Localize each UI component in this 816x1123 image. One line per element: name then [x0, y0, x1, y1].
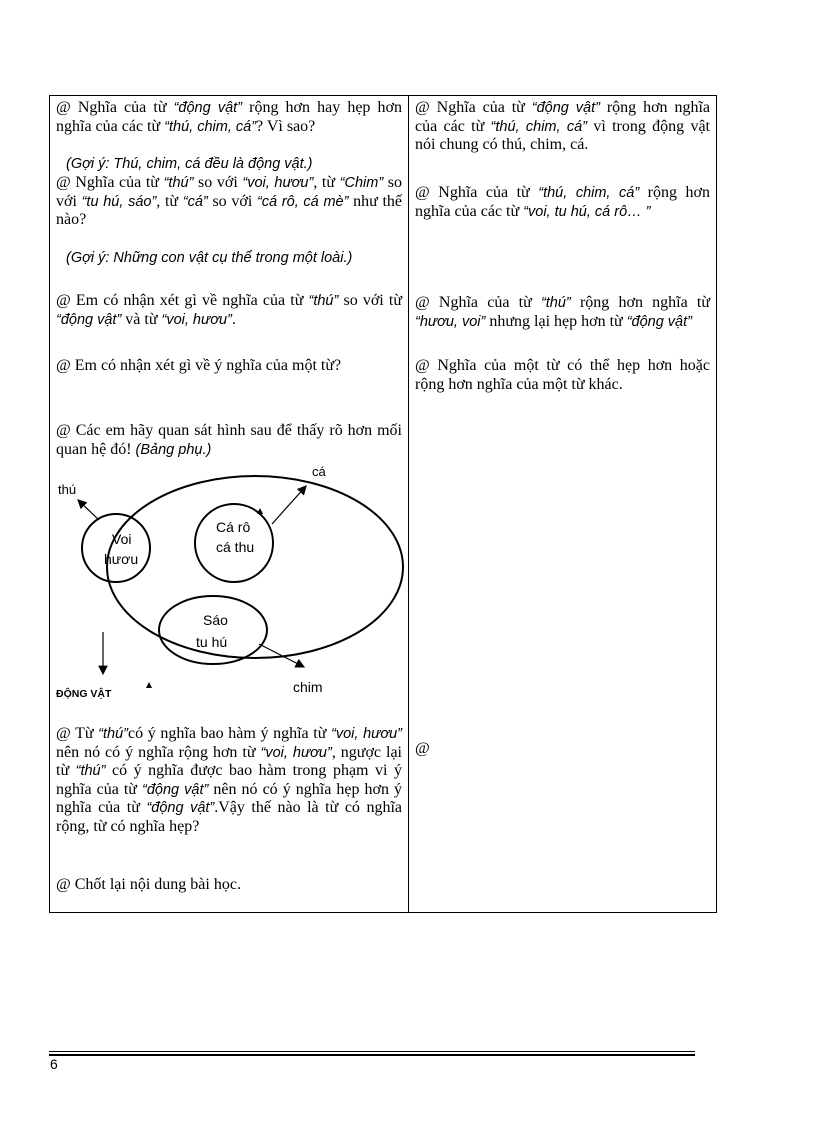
- left-hint-2: (Gợi ý: Những con vật cụ thể trong một loài.): [66, 250, 353, 266]
- right-answer-5: @: [415, 740, 430, 757]
- circle-3-line-2: tu hú: [196, 634, 228, 650]
- venn-diagram: [50, 464, 408, 704]
- left-hint-1: (Gợi ý: Thú, chim, cá đều là động vật.): [66, 156, 313, 172]
- left-question-1: @ Nghĩa của từ “động vật” rộng hơn hay hẹp hơn nghĩa của các từ “thú, chim, cá”? Vì sao?: [56, 99, 402, 135]
- label-ca: cá: [312, 464, 326, 479]
- right-answer-1: @ Nghĩa của từ “động vật” rộng hơn nghĩa của các từ “thú, chim, cá” vì trong động vật nói chung có thú, chim, cá.: [415, 99, 711, 154]
- column-divider: [408, 96, 409, 912]
- circle-2-line-2: cá thu: [216, 539, 255, 555]
- left-question-4: @ Em có nhận xét gì về ý nghĩa của một từ?: [56, 357, 342, 374]
- footer-rule-thick: [49, 1054, 695, 1056]
- left-question-6: @ Từ “thú”có ý nghĩa bao hàm ý nghĩa từ “voi, hươu” nên nó có ý nghĩa rộng hơn từ “voi, hươu”, ngược lại từ “thú” có ý nghĩa được bao hàm trong phạm vi ý nghĩa của từ “động vật” nên nó có ý nghĩa hẹp hơn ý nghĩa của từ “động vật”.Vậy thế nào là từ có nghĩa rộng, từ có nghĩa hẹp?: [56, 725, 402, 835]
- circle-2-line-1: Cá rô: [216, 519, 251, 535]
- arrow-ca: [272, 486, 306, 524]
- circle-1-line-2: hươu: [104, 551, 139, 567]
- label-dong-vat: ĐỘNG VẬT: [56, 688, 112, 700]
- left-question-7: @ Chốt lại nội dung bài học.: [56, 876, 241, 893]
- footer-rule: [49, 1051, 695, 1052]
- right-answer-3: @ Nghĩa của từ “thú” rộng hơn nghĩa từ “hươu, voi” nhưng lại hẹp hơn từ “động vật”: [415, 294, 710, 330]
- left-question-2: @ Nghĩa của từ “thú” so với “voi, hươu”, từ “Chim” so với “tu hú, sáo”, từ “cá” so với “cá rô, cá mè” như thế nào?: [56, 174, 403, 229]
- left-question-3: @ Em có nhận xét gì về nghĩa của từ “thú” so với từ “động vật” và từ “voi, hươu”.: [56, 292, 402, 328]
- circle-1-line-1: Voi: [112, 531, 132, 547]
- label-chim: chim: [293, 679, 323, 695]
- small-triangle-2: [146, 682, 152, 688]
- big-ellipse: [107, 476, 403, 658]
- arrow-chim: [259, 644, 304, 667]
- page-number: 6: [50, 1056, 58, 1072]
- circle-voi-huou: [82, 514, 150, 582]
- right-answer-2: @ Nghĩa của từ “thú, chim, cá” rộng hơn nghĩa của các từ “voi, tu hú, cá rô… ”: [415, 184, 710, 220]
- circle-3-line-1: Sáo: [203, 612, 228, 628]
- arrow-thu: [78, 500, 99, 520]
- lesson-table: [49, 95, 717, 913]
- label-thu: thú: [58, 482, 77, 497]
- left-question-5: @ Các em hãy quan sát hình sau để thấy rõ hơn mối quan hệ đó! (Bảng phụ.): [56, 422, 402, 458]
- right-answer-4: @ Nghĩa của một từ có thể hẹp hơn hoặc rộng hơn nghĩa của một từ khác.: [415, 357, 710, 393]
